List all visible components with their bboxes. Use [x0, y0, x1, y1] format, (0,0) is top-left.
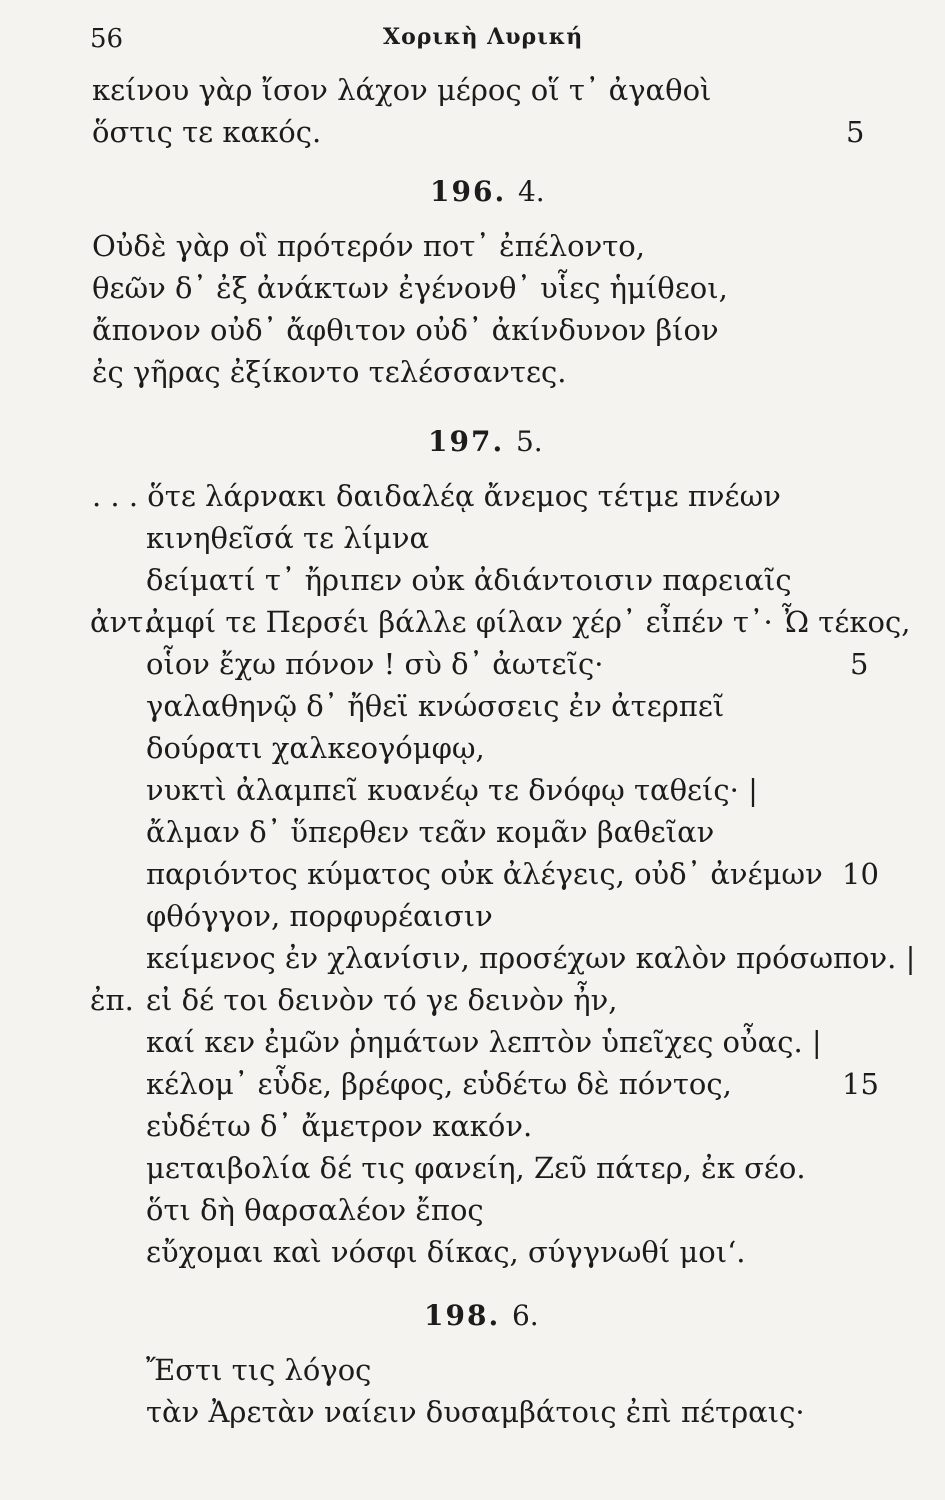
line-number: 5: [846, 115, 865, 149]
verse-line: ἄπονον οὐδ᾽ ἄφθιτον οὐδ᾽ ἀκίνδυνον βίον: [92, 313, 719, 347]
verse-line: οἷον ἔχω πόνον ! σὺ δ᾽ ἀωτεῖς·: [146, 647, 604, 681]
verse-line: Ἔστι τις λόγος: [146, 1353, 372, 1387]
verse-line: ἄλμαν δ᾽ ὕπερθεν τεᾶν κομᾶν βαθεῖαν: [146, 815, 715, 849]
verse-line: κείνου γὰρ ἴσον λάχον μέρος οἵ τ᾽ ἀγαθοὶ: [92, 73, 712, 107]
line-number: 5: [850, 647, 869, 681]
line-number: 10: [842, 857, 879, 891]
verse-line: καί κεν ἐμῶν ῥημάτων λεπτὸν ὑπεῖχες οὖας. |: [146, 1025, 822, 1059]
fragment-heading: [424, 1299, 539, 1332]
verse-line: κινηθεῖσά τε λίμνα: [146, 521, 430, 555]
verse-line: γαλαθηνῷ δ᾽ ἤθεϊ κνώσσεις ἐν ἀτερπεῖ: [146, 689, 725, 723]
fragment-number: 198.: [424, 1299, 501, 1332]
fragment-subnumber: 6.: [511, 1299, 539, 1332]
fragment-subnumber: 4.: [517, 175, 545, 208]
fragment-number: 196.: [430, 175, 507, 208]
verse-line: θεῶν δ᾽ ἐξ ἀνάκτων ἐγένονθ᾽ υἷες ἡμίθεοι,: [92, 271, 728, 305]
verse-line: παριόντος κύματος οὐκ ἀλέγεις, οὐδ᾽ ἀνέμων: [146, 857, 823, 891]
fragment-heading: [430, 175, 545, 208]
verse-line: κείμενος ἐν χλανίσιν, προσέχων καλὸν πρόσωπον. |: [146, 941, 916, 975]
verse-line: μεταιβολία δέ τις φανείη, Ζεῦ πάτερ, ἐκ σέο.: [146, 1151, 806, 1185]
fragment-subnumber: 5.: [515, 425, 543, 458]
verse-line: ὅστις τε κακός.: [92, 115, 322, 149]
verse-line: ἀμφί τε Περσέι βάλλε φίλαν χέρ᾽ εἶπέν τ᾽· Ὦ τέκος,: [146, 605, 911, 639]
verse-line: . . . ὅτε λάρνακι δαιδαλέᾳ ἄνεμος τέτμε πνέων: [92, 479, 781, 513]
verse-line: δούρατι χαλκεογόμφῳ,: [146, 731, 485, 765]
verse-line: κέλομ᾽ εὗδε, βρέφος, εὑδέτω δὲ πόντος,: [146, 1067, 732, 1101]
verse-line: ὅτι δὴ θαρσαλέον ἔπος: [146, 1193, 484, 1227]
verse-line: δείματί τ᾽ ἤριπεν οὐκ ἀδιάντοισιν παρειαῖς: [146, 563, 792, 597]
verse-line: εὑδέτω δ᾽ ἄμετρον κακόν.: [146, 1109, 533, 1143]
strophe-label: ἀντ.: [90, 605, 153, 639]
verse-line: Οὐδὲ γὰρ οἳ πρότερόν ποτ᾽ ἐπέλοντο,: [92, 229, 645, 263]
fragment-number: 197.: [428, 425, 505, 458]
verse-line: φθόγγον, πορφυρέαισιν: [146, 899, 493, 933]
line-number: 15: [842, 1067, 879, 1101]
page-number: 56: [90, 24, 124, 54]
running-title: Χορικὴ Λυρική: [383, 24, 584, 50]
verse-line: τὰν Ἀρετὰν ναίειν δυσαμβάτοις ἐπὶ πέτραις·: [146, 1395, 805, 1429]
verse-line: εὔχομαι καὶ νόσφι δίκας, σύγγνωθί μοι‘.: [146, 1235, 746, 1269]
verse-line: νυκτὶ ἀλαμπεῖ κυανέῳ τε δνόφῳ ταθείς· |: [146, 773, 758, 807]
verse-line: ἐς γῆρας ἐξίκοντο τελέσσαντες.: [92, 355, 567, 389]
fragment-heading: [428, 425, 543, 458]
strophe-label: ἐπ.: [90, 983, 134, 1017]
verse-line: εἰ δέ τοι δεινὸν τό γε δεινὸν ἦν,: [146, 983, 618, 1017]
